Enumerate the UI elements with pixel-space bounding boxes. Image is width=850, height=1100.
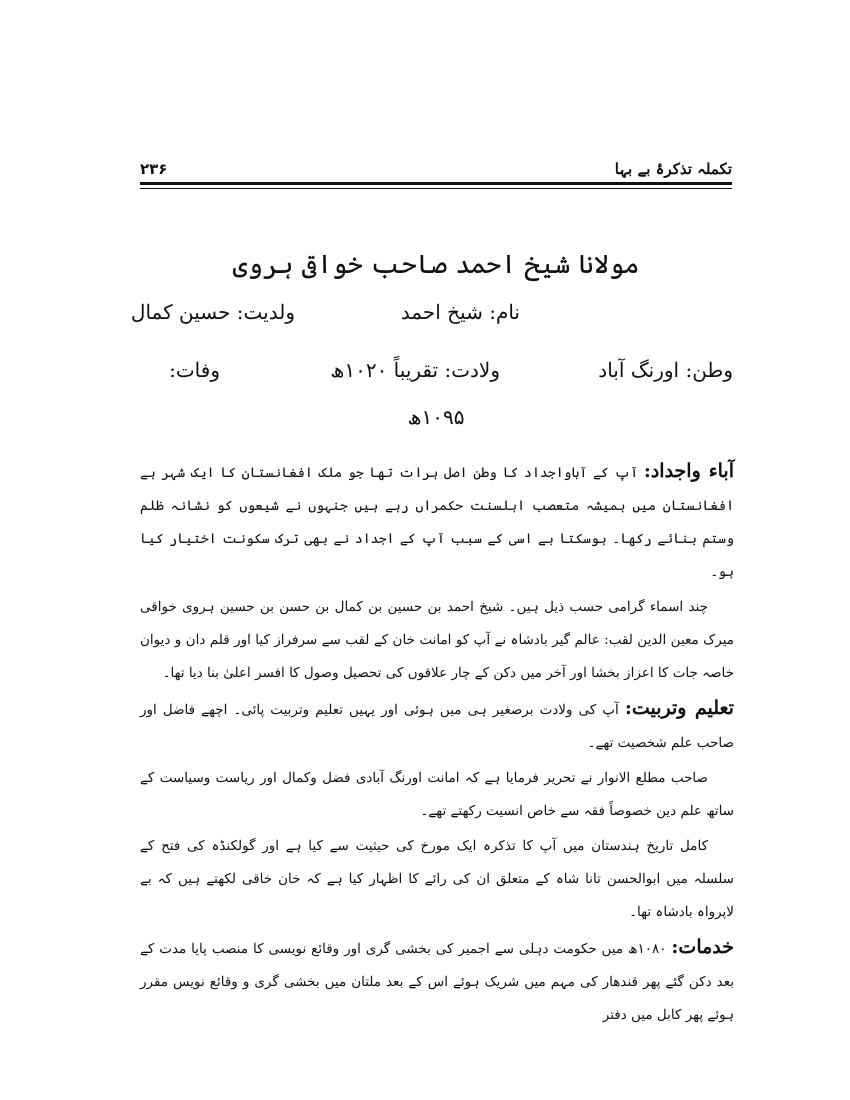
- birth-field: ولادت: تقریباً ۱۰۲۰ھ: [330, 358, 500, 382]
- body-text: [140, 455, 734, 1032]
- death-year: ۱۰۹۵ھ: [407, 405, 465, 429]
- header-rule-thick: [140, 182, 732, 185]
- homeland-field: وطن: اورنگ آباد: [598, 358, 733, 382]
- section-paragraph: [140, 762, 734, 828]
- section-text: چند اسماء گرامی حسب ذیل ہیں۔ شیخ احمد بن حسین بن کمال بن حسن بن حسین ہروی خواقی میرک معین الدین لقب: عالم گیر بادشاہ نے آپ کو امانت خان کے لقب سے سرفراز کیا اور قلم دان و دیوان خاصہ جات کا اعزاز بخشا اور آخر میں دکن کے چار علاقوں کی تحصیل وصول کا افسر اعلیٰ بنا دیا تھا۔: [140, 599, 734, 681]
- running-title: تکملہ تذکرۂ بے بہا: [614, 160, 732, 178]
- page-header: [140, 160, 732, 184]
- section-paragraph: [140, 830, 734, 929]
- death-label: وفات:: [169, 358, 220, 382]
- section-paragraph: [140, 591, 734, 690]
- page-number: ۲۳۶: [140, 160, 168, 178]
- section-text: آپ کے آباواجداد کا وطن اصل ہرات تھا جو ملک افغانستان کا ایک شہر ہے افغانستان میں ہمیشہ متعصب اہلسنت حکمراں رہے ہیں جنہوں نے شیعوں کو نشانہ ظلم وستم بنائے رکھا۔ ہوسکتا ہے اسی کے سبب آپ کے اجداد نے بھی ترک سکونت اختیار کیا ہو۔: [140, 465, 734, 580]
- section-heading: خدمات:: [671, 936, 735, 958]
- section-heading: آباء واجداد:: [643, 460, 734, 482]
- father-field: ولدیت: حسین کمال: [130, 300, 295, 324]
- section-text: آپ کی ولادت برصغیر ہی میں ہوئی اور یہیں تعلیم وتربیت پائی۔ اچھے فاضل اور صاحب علم شخصیت تھے۔: [140, 702, 734, 751]
- section-text: صاحب مطلع الانوار نے تحریر فرمایا ہے کہ امانت اورنگ آبادی فضل وکمال اور ریاست وسیاست کے ساتھ علم دین خصوصاً فقہ سے خاص انسیت رکھتے تھے۔: [140, 770, 734, 819]
- section-paragraph: [140, 455, 734, 589]
- section-paragraph: [140, 931, 734, 1032]
- section-text: کامل تاریخ ہندستان میں آپ کا تذکرہ ایک مورخ کی حیثیت سے کیا ہے اور گولکنڈہ کی فتح کے سلسلہ میں ابوالحسن تانا شاہ کے متعلق ان کی رائے کا اظہار کیا ہے کہ خان خاقی لکھتے ہیں کہ بے لاپرواہ بادشاہ تھا۔: [140, 838, 734, 920]
- section-paragraph: [140, 692, 734, 760]
- section-heading: تعلیم وتربیت:: [624, 697, 734, 719]
- section-text: ۱۰۸۰ھ میں حکومت دہلی سے اجمیر کی بخشی گری اور وقائع نویسی کا منصب پایا مدت کے بعد دکن گئے پھر قندھار کی مہم میں شریک ہوئے اس کے بعد ملتان میں بخشی گری و وقائع نویس مقرر ہوئے پھر کابل میں دفتر: [140, 941, 734, 1023]
- page-title: مولانا شیخ احمد صاحب خواقی ہروی: [232, 250, 640, 280]
- name-field: نام: شیخ احمد: [400, 300, 520, 324]
- header-rule-thin: [140, 188, 732, 189]
